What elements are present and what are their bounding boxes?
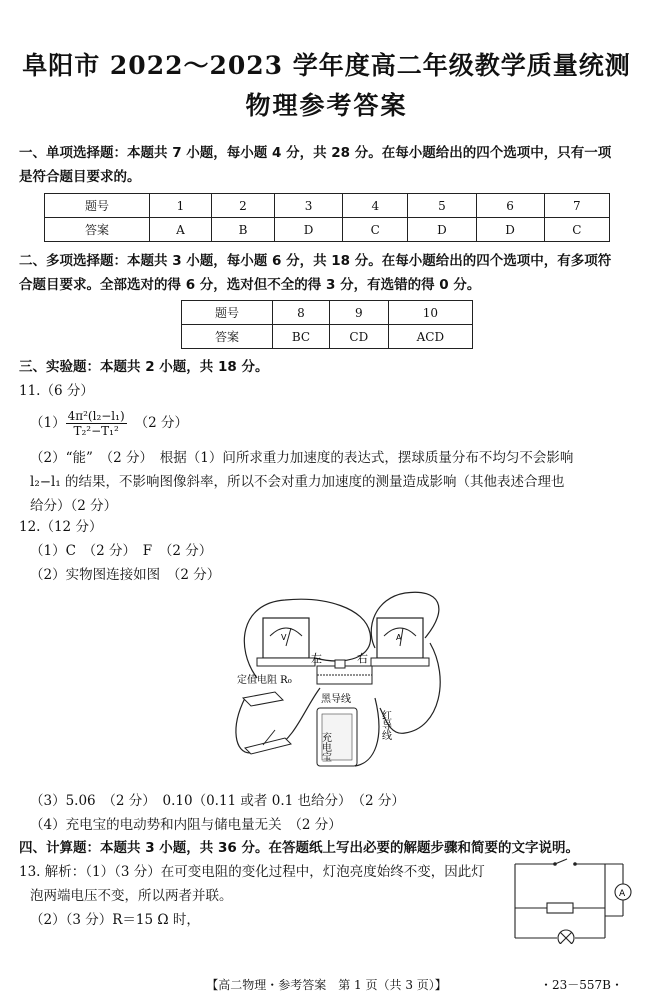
q12-heading: 12.（12 分） <box>19 519 103 535</box>
table-row <box>182 325 473 349</box>
table-row <box>45 194 610 218</box>
wire <box>236 698 250 753</box>
row-label: 答案 <box>182 325 273 349</box>
table-cell: A <box>150 218 212 242</box>
ammeter-label: A <box>619 889 626 899</box>
gravity-formula <box>66 409 127 438</box>
q13-circuit-diagram <box>505 856 635 944</box>
q11-part1-prefix: （1） <box>30 415 66 431</box>
q12-part3: （3）5.06 （2 分） 0.10（0.11 或者 0.1 也给分） （2 分） <box>30 793 405 809</box>
formula-numerator: 4π²(l₂−l₁) <box>67 408 125 423</box>
formula-denominator: T₂²−T₁² <box>73 423 119 438</box>
section3-heading: 三、实验题：本题共 2 小题，共 18 分。 <box>19 359 269 375</box>
table-cell: D <box>275 218 343 242</box>
table-cell: 7 <box>544 194 609 218</box>
q12-part1: （1）C （2 分） F （2 分） <box>30 543 213 559</box>
q11-part1 <box>30 404 188 442</box>
document-subtitle: 物理参考答案 <box>245 91 408 120</box>
q13-line2: 泡两端电压不变，所以两者并联。 <box>30 888 233 904</box>
q13-line3: （2）（3 分）R＝15 Ω 时， <box>30 912 200 928</box>
q12-part4: （4）充电宝的电动势和内阻与储电量无关 （2 分） <box>30 817 342 833</box>
section4-heading: 四、计算题：本题共 3 小题，共 36 分。在答题纸上写出必要的解题步骤和简要的文字说明。 <box>19 840 579 856</box>
table-cell: C <box>544 218 609 242</box>
q11-part2-line1: （2）“能” （2 分） 根据（1）问所求重力加速度的表达式，摆球质量分布不均匀不会影响 <box>30 450 574 466</box>
q13-solution <box>19 860 509 932</box>
label-right: 右 <box>357 652 368 665</box>
table-cell: 6 <box>476 194 544 218</box>
label-resistor: 定值电阻 R₀ <box>237 675 292 686</box>
table-cell: 5 <box>408 194 476 218</box>
q11-heading: 11.（6 分） <box>19 383 94 399</box>
row-label: 答案 <box>45 218 150 242</box>
resistor-icon <box>243 692 283 706</box>
section2-heading <box>19 249 639 297</box>
table-cell: B <box>212 218 275 242</box>
document-title: 阜阳市 2022～2023 学年度高二年级教学质量统测 <box>22 51 631 80</box>
table-cell: 4 <box>343 194 408 218</box>
row-label: 题号 <box>45 194 150 218</box>
switch-icon <box>245 730 291 754</box>
ammeter-label: A <box>396 633 402 642</box>
section1-line1: 一、单项选择题：本题共 7 小题，每小题 4 分，共 28 分。在每小题给出的四个选项中，只有一项 <box>19 145 612 161</box>
table-cell: 2 <box>212 194 275 218</box>
wire <box>355 698 379 766</box>
table-row <box>182 301 473 325</box>
table-cell: 9 <box>329 301 388 325</box>
section1-line2: 是符合题目要求的。 <box>19 169 141 185</box>
table-row <box>45 218 610 242</box>
voltmeter-label: V <box>281 633 287 642</box>
switch-icon <box>555 859 567 864</box>
section2-line2: 合题目要求。全部选对的得 6 分，选对但不全的得 3 分，有选错的得 0 分。 <box>19 277 481 293</box>
row-label: 题号 <box>182 301 273 325</box>
table-cell: ACD <box>388 325 472 349</box>
table-cell: D <box>476 218 544 242</box>
table-cell: C <box>343 218 408 242</box>
label-black-wire: 黑导线 <box>321 694 351 705</box>
q11-part1-score: （2 分） <box>134 415 189 431</box>
ammeter-icon <box>371 618 429 666</box>
table-cell: 8 <box>273 301 330 325</box>
label-power-bank: 充电宝 <box>319 732 331 762</box>
table-cell: 3 <box>275 194 343 218</box>
q11-part2-line3: 给分）（2 分） <box>30 498 118 514</box>
resistor-icon <box>547 903 573 913</box>
label-red-wire: 红导线 <box>379 710 391 740</box>
label-left: 左 <box>311 652 322 665</box>
footer-code: ・23－557B・ <box>540 978 623 992</box>
footer-page-info: 【高二物理・参考答案 第 1 页（共 3 页）】 <box>206 978 447 992</box>
table-cell: BC <box>273 325 330 349</box>
table-cell: D <box>408 218 476 242</box>
q11-part2 <box>30 446 640 518</box>
section2-line1: 二、多项选择题：本题共 3 小题，每小题 6 分，共 18 分。在每小题给出的四个选项中，有多项符 <box>19 253 612 269</box>
q12-part2: （2）实物图连接如图 （2 分） <box>30 567 221 583</box>
section2-answer-table <box>181 300 473 349</box>
section1-heading <box>19 141 639 189</box>
table-cell: CD <box>329 325 388 349</box>
q13-line1: 13. 解析：（1）（3 分）在可变电阻的变化过程中，灯泡亮度始终不变，因此灯 <box>19 864 485 880</box>
q11-part2-line2: l₂−l₁ 的结果，不影响图像斜率，所以不会对重力加速度的测量造成影响（其他表述合理也 <box>30 474 565 490</box>
voltmeter-icon <box>257 618 315 666</box>
section1-answer-table <box>44 193 610 242</box>
wiring-diagram-figure <box>225 588 455 788</box>
table-cell: 10 <box>388 301 472 325</box>
table-cell: 1 <box>150 194 212 218</box>
